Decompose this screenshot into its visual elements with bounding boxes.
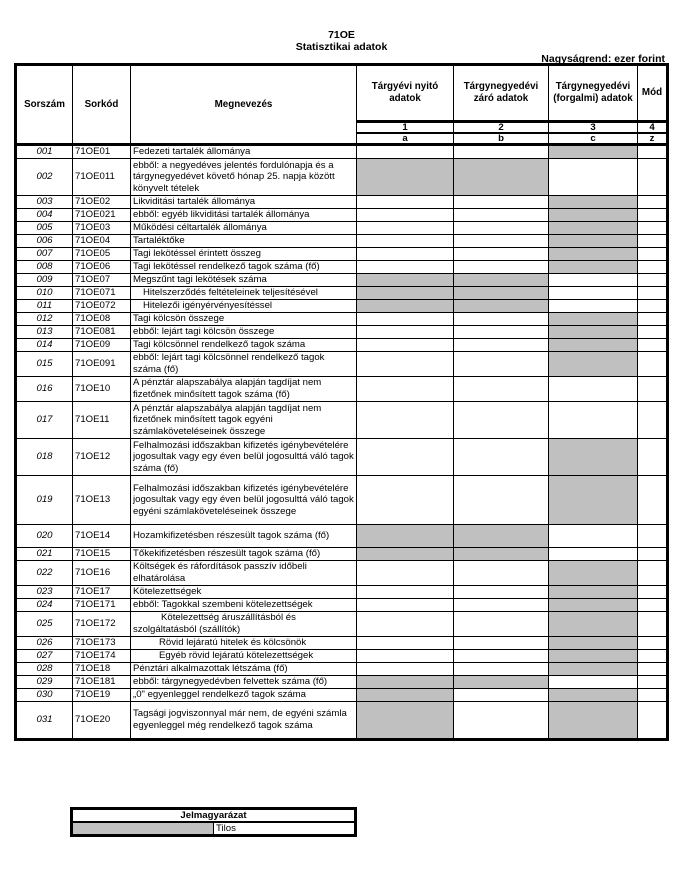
value-cell-a-forbidden	[357, 159, 454, 196]
value-cell-z[interactable]	[638, 439, 668, 476]
value-cell-a[interactable]	[357, 326, 454, 339]
value-cell-c-forbidden	[549, 702, 638, 740]
row-number: 012	[16, 313, 73, 326]
table-row	[16, 476, 668, 525]
row-label: Tartaléktőke	[131, 235, 357, 248]
value-cell-z[interactable]	[638, 637, 668, 650]
statistics-table	[14, 63, 669, 741]
value-cell-c-forbidden	[549, 439, 638, 476]
row-label: ebből: egyéb likviditási tartalék állománya	[131, 209, 357, 222]
value-cell-c-forbidden	[549, 196, 638, 209]
value-cell-c-forbidden	[549, 235, 638, 248]
row-label: Kötelezettség áruszállításból és szolgáltatásból (szállítók)	[131, 612, 357, 637]
value-cell-b[interactable]	[454, 235, 549, 248]
value-cell-b[interactable]	[454, 689, 549, 702]
row-code: 71OE091	[73, 352, 131, 377]
row-number: 014	[16, 339, 73, 352]
table-row	[16, 287, 668, 300]
table-row	[16, 159, 668, 196]
value-cell-a-forbidden	[357, 300, 454, 313]
row-number: 031	[16, 702, 73, 740]
value-cell-b[interactable]	[454, 261, 549, 274]
value-cell-z[interactable]	[638, 377, 668, 402]
value-cell-c-forbidden	[549, 586, 638, 599]
row-number: 025	[16, 612, 73, 637]
row-code: 71OE09	[73, 339, 131, 352]
row-label: Tagi lekötéssel rendelkező tagok száma (fő)	[131, 261, 357, 274]
row-code: 71OE14	[73, 525, 131, 548]
legend	[70, 807, 357, 837]
table-row	[16, 525, 668, 548]
value-cell-c-forbidden	[549, 145, 638, 159]
row-label: Likviditási tartalék állománya	[131, 196, 357, 209]
row-label: Tagi kölcsön összege	[131, 313, 357, 326]
value-cell-a[interactable]	[357, 145, 454, 159]
value-cell-b[interactable]	[454, 586, 549, 599]
value-cell-c-forbidden	[549, 222, 638, 235]
table-row	[16, 313, 668, 326]
value-cell-c-forbidden	[549, 561, 638, 586]
table-row	[16, 326, 668, 339]
row-number: 018	[16, 439, 73, 476]
value-cell-c[interactable]	[549, 300, 638, 313]
value-cell-c[interactable]	[549, 548, 638, 561]
row-label: Hitelszerződés feltételeinek teljesítésével	[131, 287, 357, 300]
value-cell-b[interactable]	[454, 637, 549, 650]
value-cell-a[interactable]	[357, 261, 454, 274]
row-code: 71OE181	[73, 676, 131, 689]
value-cell-z[interactable]	[638, 586, 668, 599]
value-cell-c[interactable]	[549, 287, 638, 300]
value-cell-a-forbidden	[357, 548, 454, 561]
row-number: 016	[16, 377, 73, 402]
value-cell-z[interactable]	[638, 196, 668, 209]
value-cell-b[interactable]	[454, 145, 549, 159]
table-row	[16, 702, 668, 740]
value-cell-a[interactable]	[357, 586, 454, 599]
row-code: 71OE07	[73, 274, 131, 287]
value-cell-c-forbidden	[549, 599, 638, 612]
row-number: 006	[16, 235, 73, 248]
value-cell-a[interactable]	[357, 235, 454, 248]
value-cell-z[interactable]	[638, 650, 668, 663]
table-row	[16, 300, 668, 313]
row-number: 029	[16, 676, 73, 689]
value-cell-a-forbidden	[357, 287, 454, 300]
form-code: 71OE	[328, 29, 355, 41]
value-cell-z[interactable]	[638, 548, 668, 561]
value-cell-b[interactable]	[454, 209, 549, 222]
table-row	[16, 339, 668, 352]
row-number: 019	[16, 476, 73, 525]
table-row	[16, 650, 668, 663]
value-cell-c-forbidden	[549, 689, 638, 702]
row-label: Tőkekifizetésben részesült tagok száma (fő)	[131, 548, 357, 561]
col-letter-c: c	[549, 133, 638, 145]
value-cell-c-forbidden	[549, 339, 638, 352]
row-code: 71OE19	[73, 689, 131, 702]
value-cell-a-forbidden	[357, 689, 454, 702]
col-header-3: Tárgynegyedévi (forgalmi) adatok	[549, 65, 638, 122]
table-row	[16, 209, 668, 222]
row-label: Tagi lekötéssel érintett összeg	[131, 248, 357, 261]
row-code: 71OE16	[73, 561, 131, 586]
col-number-3: 3	[549, 122, 638, 134]
value-cell-z[interactable]	[638, 261, 668, 274]
table-row	[16, 637, 668, 650]
row-code: 71OE173	[73, 637, 131, 650]
value-cell-a-forbidden	[357, 525, 454, 548]
row-label: Működési céltartalék állománya	[131, 222, 357, 235]
value-cell-c-forbidden	[549, 476, 638, 525]
value-cell-b[interactable]	[454, 561, 549, 586]
value-cell-a[interactable]	[357, 196, 454, 209]
row-label: Felhalmozási időszakban kifizetés igénybevételére jogosultak vagy egy éven belül jogosulttá váló tagok száma (fő)	[131, 439, 357, 476]
value-cell-a[interactable]	[357, 612, 454, 637]
value-cell-a[interactable]	[357, 663, 454, 676]
row-code: 71OE04	[73, 235, 131, 248]
row-label: ebből: lejárt tagi kölcsönnel rendelkező tagok száma (fő)	[131, 352, 357, 377]
row-label: Pénztári alkalmazottak létszáma (fő)	[131, 663, 357, 676]
value-cell-z[interactable]	[638, 702, 668, 740]
row-label: Megszűnt tagi lekötések száma	[131, 274, 357, 287]
value-cell-c-forbidden	[549, 663, 638, 676]
value-cell-c-forbidden	[549, 326, 638, 339]
value-cell-z[interactable]	[638, 339, 668, 352]
value-cell-z[interactable]	[638, 159, 668, 196]
row-code: 71OE01	[73, 145, 131, 159]
value-cell-z[interactable]	[638, 248, 668, 261]
table-row	[16, 439, 668, 476]
row-code: 71OE172	[73, 612, 131, 637]
row-label: Egyéb rövid lejáratú kötelezettségek	[131, 650, 357, 663]
value-cell-a[interactable]	[357, 352, 454, 377]
table-row	[16, 612, 668, 637]
value-cell-c-forbidden	[549, 209, 638, 222]
value-cell-z[interactable]	[638, 561, 668, 586]
value-cell-z[interactable]	[638, 287, 668, 300]
value-cell-b[interactable]	[454, 377, 549, 402]
row-code: 71OE20	[73, 702, 131, 740]
row-label: Hozamkifizetésben részesült tagok száma (fő)	[131, 525, 357, 548]
value-cell-b[interactable]	[454, 663, 549, 676]
row-code: 71OE171	[73, 599, 131, 612]
row-code: 71OE08	[73, 313, 131, 326]
value-cell-a[interactable]	[357, 402, 454, 439]
value-cell-b[interactable]	[454, 352, 549, 377]
row-number: 021	[16, 548, 73, 561]
value-cell-z[interactable]	[638, 663, 668, 676]
form-title: Statisztikai adatok	[295, 41, 388, 53]
row-number: 009	[16, 274, 73, 287]
value-cell-b[interactable]	[454, 650, 549, 663]
row-number: 022	[16, 561, 73, 586]
row-number: 020	[16, 525, 73, 548]
row-number: 027	[16, 650, 73, 663]
table-row	[16, 402, 668, 439]
value-cell-b-forbidden	[454, 676, 549, 689]
table-row	[16, 599, 668, 612]
value-cell-z[interactable]	[638, 352, 668, 377]
col-number-4: 4	[638, 122, 668, 134]
value-cell-z[interactable]	[638, 222, 668, 235]
row-label: Tagi kölcsönnel rendelkező tagok száma	[131, 339, 357, 352]
row-label: ebből: Tagokkal szembeni kötelezettségek	[131, 599, 357, 612]
table-row	[16, 352, 668, 377]
row-label: Kötelezettségek	[131, 586, 357, 599]
value-cell-z[interactable]	[638, 300, 668, 313]
table-row	[16, 548, 668, 561]
value-cell-z[interactable]	[638, 599, 668, 612]
row-code: 71OE10	[73, 377, 131, 402]
col-header-sorszam: Sorszám	[16, 65, 73, 145]
value-cell-c[interactable]	[549, 159, 638, 196]
value-cell-a[interactable]	[357, 637, 454, 650]
table-row	[16, 261, 668, 274]
value-cell-b-forbidden	[454, 287, 549, 300]
value-cell-b[interactable]	[454, 248, 549, 261]
value-cell-c-forbidden	[549, 313, 638, 326]
row-label: A pénztár alapszabálya alapján tagdíjat nem fizetőnek minősített tagok száma (fő)	[131, 377, 357, 402]
row-code: 71OE11	[73, 402, 131, 439]
value-cell-a-forbidden	[357, 676, 454, 689]
row-code: 71OE05	[73, 248, 131, 261]
value-cell-b-forbidden	[454, 525, 549, 548]
row-number: 011	[16, 300, 73, 313]
unit-label: Nagyságrend: ezer forint	[541, 53, 665, 65]
value-cell-b[interactable]	[454, 702, 549, 740]
row-number: 007	[16, 248, 73, 261]
value-cell-z[interactable]	[638, 313, 668, 326]
value-cell-z[interactable]	[638, 209, 668, 222]
legend-label-forbidden: Tilos	[214, 822, 356, 836]
value-cell-b[interactable]	[454, 599, 549, 612]
row-code: 71OE072	[73, 300, 131, 313]
row-number: 024	[16, 599, 73, 612]
value-cell-b[interactable]	[454, 326, 549, 339]
table-row	[16, 676, 668, 689]
row-number: 030	[16, 689, 73, 702]
col-letter-b: b	[454, 133, 549, 145]
value-cell-z[interactable]	[638, 326, 668, 339]
row-code: 71OE06	[73, 261, 131, 274]
value-cell-a[interactable]	[357, 222, 454, 235]
value-cell-z[interactable]	[638, 676, 668, 689]
value-cell-b[interactable]	[454, 612, 549, 637]
col-number-1: 1	[357, 122, 454, 134]
value-cell-z[interactable]	[638, 476, 668, 525]
row-number: 010	[16, 287, 73, 300]
value-cell-c-forbidden	[549, 612, 638, 637]
value-cell-c[interactable]	[549, 676, 638, 689]
table-row	[16, 561, 668, 586]
col-header-sorkod: Sorkód	[73, 65, 131, 145]
table-row	[16, 248, 668, 261]
row-number: 028	[16, 663, 73, 676]
row-code: 71OE011	[73, 159, 131, 196]
value-cell-b-forbidden	[454, 274, 549, 287]
row-code: 71OE18	[73, 663, 131, 676]
value-cell-b-forbidden	[454, 300, 549, 313]
value-cell-z[interactable]	[638, 612, 668, 637]
row-label: Hitelezői igényérvényesítéssel	[131, 300, 357, 313]
row-code: 71OE071	[73, 287, 131, 300]
value-cell-c-forbidden	[549, 352, 638, 377]
row-number: 026	[16, 637, 73, 650]
row-code: 71OE12	[73, 439, 131, 476]
col-header-megnevezes: Megnevezés	[131, 65, 357, 145]
value-cell-z[interactable]	[638, 525, 668, 548]
value-cell-b[interactable]	[454, 476, 549, 525]
value-cell-a[interactable]	[357, 209, 454, 222]
value-cell-a[interactable]	[357, 561, 454, 586]
value-cell-z[interactable]	[638, 145, 668, 159]
col-header-4: Mód	[638, 65, 668, 122]
table-row	[16, 274, 668, 287]
value-cell-a[interactable]	[357, 377, 454, 402]
row-code: 71OE13	[73, 476, 131, 525]
table-row	[16, 145, 668, 159]
value-cell-a[interactable]	[357, 650, 454, 663]
value-cell-b[interactable]	[454, 222, 549, 235]
value-cell-b-forbidden	[454, 548, 549, 561]
value-cell-b[interactable]	[454, 196, 549, 209]
value-cell-c[interactable]	[549, 402, 638, 439]
value-cell-c-forbidden	[549, 650, 638, 663]
row-number: 004	[16, 209, 73, 222]
value-cell-a[interactable]	[357, 476, 454, 525]
row-number: 008	[16, 261, 73, 274]
value-cell-a[interactable]	[357, 248, 454, 261]
value-cell-a[interactable]	[357, 599, 454, 612]
row-number: 023	[16, 586, 73, 599]
row-number: 002	[16, 159, 73, 196]
value-cell-z[interactable]	[638, 689, 668, 702]
value-cell-a[interactable]	[357, 439, 454, 476]
row-label: Költségek és ráfordítások passzív időbeli elhatárolása	[131, 561, 357, 586]
row-number: 001	[16, 145, 73, 159]
value-cell-a[interactable]	[357, 339, 454, 352]
legend-swatch-forbidden	[72, 822, 214, 836]
value-cell-c[interactable]	[549, 525, 638, 548]
row-code: 71OE174	[73, 650, 131, 663]
row-label: Fedezeti tartalék állománya	[131, 145, 357, 159]
value-cell-c[interactable]	[549, 377, 638, 402]
row-label: ebből: lejárt tagi kölcsön összege	[131, 326, 357, 339]
row-label: Tagsági jogviszonnyal már nem, de egyéni számla egyenleggel még rendelkező tagok száma	[131, 702, 357, 740]
row-number: 017	[16, 402, 73, 439]
col-header-2: Tárgynegyedévi záró adatok	[454, 65, 549, 122]
col-number-2: 2	[454, 122, 549, 134]
row-code: 71OE021	[73, 209, 131, 222]
value-cell-c-forbidden	[549, 248, 638, 261]
table-row	[16, 663, 668, 676]
value-cell-z[interactable]	[638, 274, 668, 287]
value-cell-c-forbidden	[549, 637, 638, 650]
value-cell-b[interactable]	[454, 402, 549, 439]
table-row	[16, 222, 668, 235]
row-number: 015	[16, 352, 73, 377]
value-cell-a-forbidden	[357, 702, 454, 740]
value-cell-a[interactable]	[357, 313, 454, 326]
col-header-1: Tárgyévi nyitó adatok	[357, 65, 454, 122]
table-row	[16, 196, 668, 209]
row-label: ebből: a negyedéves jelentés fordulónapja és a tárgynegyedévet követő hónap 25. napja között könyvelt tételek	[131, 159, 357, 196]
value-cell-a-forbidden	[357, 274, 454, 287]
row-code: 71OE081	[73, 326, 131, 339]
value-cell-b-forbidden	[454, 159, 549, 196]
value-cell-b[interactable]	[454, 339, 549, 352]
row-number: 013	[16, 326, 73, 339]
row-label: ebből: tárgynegyedévben felvettek száma (fő)	[131, 676, 357, 689]
row-code: 71OE02	[73, 196, 131, 209]
value-cell-b[interactable]	[454, 313, 549, 326]
col-letter-a: a	[357, 133, 454, 145]
row-code: 71OE17	[73, 586, 131, 599]
row-label: Rövid lejáratú hitelek és kölcsönök	[131, 637, 357, 650]
row-number: 005	[16, 222, 73, 235]
table-row	[16, 235, 668, 248]
value-cell-b[interactable]	[454, 439, 549, 476]
value-cell-c[interactable]	[549, 274, 638, 287]
row-label: A pénztár alapszabálya alapján tagdíjat nem fizetőnek minősített tagok egyéni számlaköveteléseinek összege	[131, 402, 357, 439]
table-row	[16, 586, 668, 599]
col-letter-z: z	[638, 133, 668, 145]
row-code: 71OE03	[73, 222, 131, 235]
value-cell-z[interactable]	[638, 235, 668, 248]
value-cell-z[interactable]	[638, 402, 668, 439]
value-cell-c-forbidden	[549, 261, 638, 274]
row-label: Felhalmozási időszakban kifizetés igénybevételére jogosultak vagy egy éven belül jogosulttá váló tagok egyéni számlaköveteléseinek összege	[131, 476, 357, 525]
table-row	[16, 689, 668, 702]
table-row	[16, 377, 668, 402]
row-code: 71OE15	[73, 548, 131, 561]
row-label: „0" egyenleggel rendelkező tagok száma	[131, 689, 357, 702]
row-number: 003	[16, 196, 73, 209]
legend-title: Jelmagyarázat	[72, 809, 356, 823]
